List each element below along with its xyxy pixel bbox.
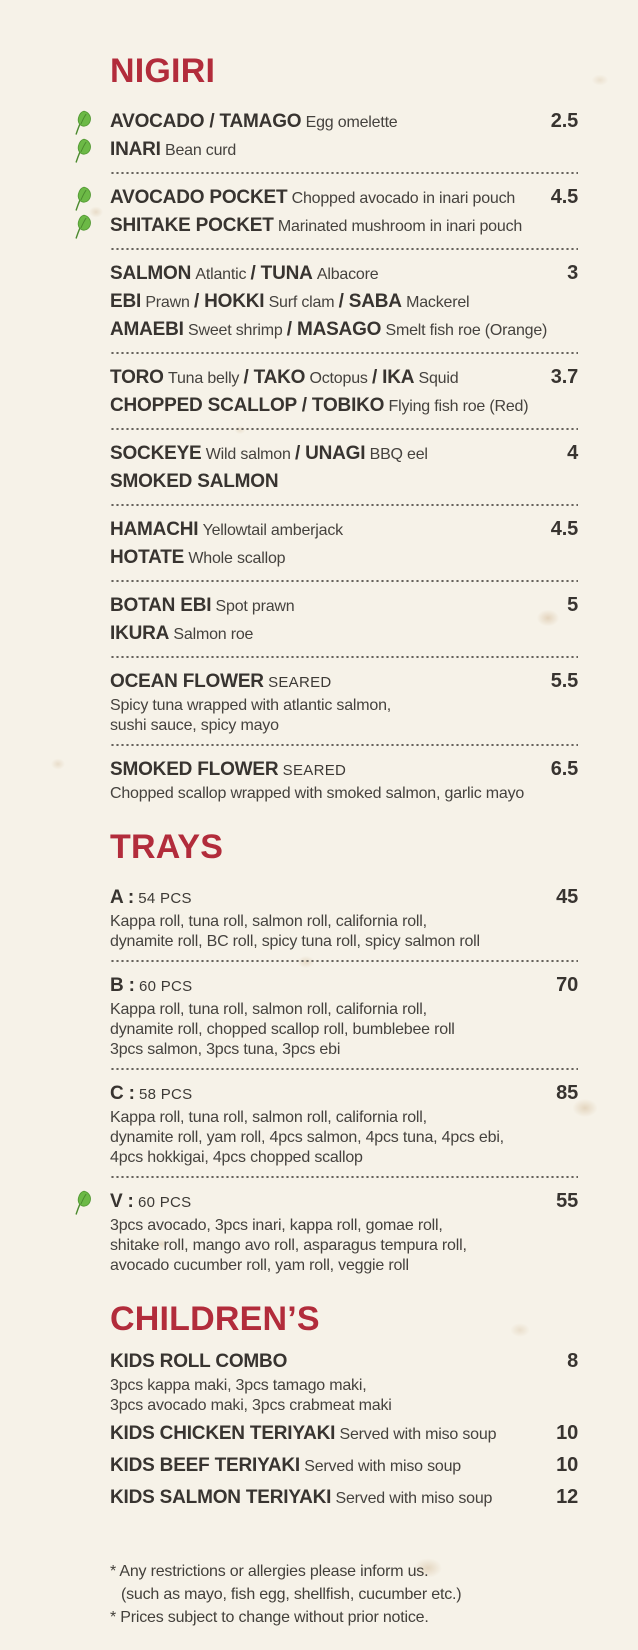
item-text [110, 1237, 467, 1254]
item-text [110, 1452, 546, 1480]
item-text-segment: EBI [110, 291, 142, 312]
item-text [110, 913, 427, 930]
item-text [110, 516, 541, 544]
item-text-segment: / UNAGI [294, 443, 366, 464]
item-text [110, 592, 557, 620]
menu-group [110, 746, 578, 812]
menu-group [110, 1482, 578, 1514]
item-text-segment: / IKA [371, 367, 415, 388]
menu-item-row [110, 1188, 578, 1216]
item-text-segment: dynamite roll, chopped scallop roll, bumblebee roll [110, 1021, 455, 1038]
item-text [110, 785, 524, 802]
item-text-segment: 3pcs avocado maki, 3pcs crabmeat maki [110, 1397, 392, 1414]
item-text-segment: AMAEBI [110, 319, 184, 340]
menu-item-row [110, 592, 578, 620]
leaf-icon [73, 1190, 93, 1215]
item-text [110, 697, 391, 714]
item-text-segment: HOTATE [110, 547, 185, 568]
menu-item-row [110, 884, 578, 912]
section-title: TRAYS [110, 828, 224, 866]
menu-group [110, 1418, 578, 1450]
item-text-segment: BBQ eel [369, 446, 428, 463]
item-text-segment: avocado cucumber roll, yam roll, veggie roll [110, 1257, 409, 1274]
item-text-segment: Squid [418, 370, 459, 387]
item-text [110, 1257, 409, 1274]
menu-group [110, 582, 578, 656]
item-text-segment: SMOKED FLOWER [110, 759, 279, 780]
item-text-segment: Chopped avocado in inari pouch [291, 190, 516, 207]
item-text-segment: C : [110, 1083, 135, 1104]
item-text [110, 1348, 557, 1376]
item-text-segment: 58 PCS [138, 1086, 193, 1103]
item-text [110, 1041, 340, 1058]
leaf-icon [73, 110, 93, 135]
item-text-segment: Served with miso soup [339, 1426, 497, 1443]
item-text [110, 364, 541, 392]
item-price: 85 [556, 1082, 578, 1104]
menu-item-description [110, 696, 578, 716]
item-text-segment: Prawn [145, 294, 190, 311]
item-text-segment: Sweet shrimp [188, 322, 283, 339]
item-text-segment: 60 PCS [137, 1194, 192, 1211]
item-text [110, 440, 557, 468]
menu-item-description [110, 932, 578, 952]
item-text [110, 972, 546, 1000]
item-text-segment: dynamite roll, yam roll, 4pcs salmon, 4pcs tuna, 4pcs ebi, [110, 1129, 504, 1146]
item-text-segment: Albacore [316, 266, 379, 283]
menu-group [110, 506, 578, 580]
menu-item-description [110, 1256, 578, 1276]
item-text-segment: 60 PCS [138, 978, 193, 995]
menu-section [110, 828, 578, 1284]
item-text [110, 136, 578, 164]
item-price: 8 [567, 1350, 578, 1372]
menu-item-row [110, 1484, 578, 1512]
menu-item-row [110, 316, 578, 344]
item-text-segment: / SABA [338, 291, 402, 312]
menu-item-description [110, 1128, 578, 1148]
item-text-segment: OCEAN FLOWER [110, 671, 264, 692]
item-text [110, 108, 541, 136]
menu-item-row [110, 392, 578, 420]
footnotes [110, 1560, 578, 1629]
menu-group [110, 1450, 578, 1482]
item-text-segment: 3pcs salmon, 3pcs tuna, 3pcs ebi [110, 1041, 341, 1058]
item-text-segment: V : [110, 1191, 134, 1212]
item-text-segment: / TUNA [250, 263, 313, 284]
item-price: 12 [556, 1486, 578, 1508]
item-price: 55 [556, 1190, 578, 1212]
item-text-segment: Spicy tuna wrapped with atlantic salmon, [110, 697, 392, 714]
menu-item-description [110, 1148, 578, 1168]
item-text-segment: SMOKED SALMON [110, 471, 279, 492]
item-text [110, 756, 541, 784]
menu-group [110, 1070, 578, 1176]
item-text-segment: Served with miso soup [335, 1490, 493, 1507]
item-text-segment: SEARED [282, 762, 347, 779]
footnote-line: * Any restrictions or allergies please inform us. [110, 1563, 429, 1580]
menu-section [110, 52, 578, 812]
item-price: 5 [567, 594, 578, 616]
item-text-segment: / TAKO [243, 367, 306, 388]
item-text-segment: Atlantic [195, 266, 247, 283]
section-title: NIGIRI [110, 52, 216, 90]
item-text-segment: HAMACHI [110, 519, 199, 540]
item-text-segment: Served with miso soup [304, 1458, 461, 1475]
menu-item-row [110, 1080, 578, 1108]
menu-item-row [110, 1452, 578, 1480]
item-text-segment: / MASAGO [286, 319, 382, 340]
item-text-segment: SOCKEYE [110, 443, 202, 464]
item-price: 4 [567, 442, 578, 464]
item-text [110, 717, 279, 734]
item-text-segment: Tuna belly [168, 370, 240, 387]
item-text-segment: Surf clam [268, 294, 335, 311]
item-price: 6.5 [550, 758, 578, 780]
item-text-segment: dynamite roll, BC roll, spicy tuna roll, spicy salmon roll [110, 933, 480, 950]
item-price: 4.5 [550, 186, 578, 208]
menu-item-row [110, 136, 578, 164]
menu-group [110, 250, 578, 352]
item-text [110, 1080, 546, 1108]
item-text-segment: 54 PCS [138, 890, 192, 907]
footnote-line: (such as mayo, fish egg, shellfish, cucumber etc.) [121, 1586, 462, 1603]
menu-item-description [110, 912, 578, 932]
menu-group [110, 354, 578, 428]
item-text-segment: Egg omelette [305, 114, 398, 131]
item-text-segment: Smelt fish roe (Orange) [385, 322, 548, 339]
item-text-segment: 3pcs kappa maki, 3pcs tamago maki, [110, 1377, 367, 1394]
menu-item-description [110, 1236, 578, 1256]
item-text-segment: CHOPPED SCALLOP / TOBIKO [110, 395, 385, 416]
item-text [110, 1001, 427, 1018]
item-text-segment: INARI [110, 139, 161, 160]
item-text [110, 1420, 546, 1448]
item-text-segment: TORO [110, 367, 164, 388]
item-price: 70 [556, 974, 578, 996]
item-text [110, 1149, 363, 1166]
item-text-segment: Yellowtail amberjack [202, 522, 343, 539]
item-text [110, 316, 578, 344]
item-text [110, 1021, 455, 1038]
item-price: 3 [567, 262, 578, 284]
item-text [110, 884, 546, 912]
menu-group [110, 430, 578, 504]
item-price: 10 [556, 1422, 578, 1444]
menu-section [110, 1300, 578, 1514]
item-text-segment: IKURA [110, 623, 170, 644]
menu-group [110, 874, 578, 960]
menu-item-description [110, 1020, 578, 1040]
item-text-segment: Salmon roe [173, 626, 254, 643]
menu-item-description [110, 1000, 578, 1020]
menu-item-description [110, 716, 578, 736]
item-text [110, 1377, 366, 1394]
section-title: CHILDREN’S [110, 1300, 320, 1338]
item-price: 5.5 [550, 670, 578, 692]
item-text-segment: SALMON [110, 263, 192, 284]
item-text-segment: Chopped scallop wrapped with smoked salmon, garlic mayo [110, 785, 525, 802]
menu-item-row [110, 108, 578, 136]
item-text [110, 1188, 546, 1216]
menu-item-row [110, 756, 578, 784]
item-text-segment: / HOKKI [193, 291, 265, 312]
item-text-segment: Kappa roll, tuna roll, salmon roll, california roll, [110, 1001, 427, 1018]
item-text [110, 468, 578, 496]
item-text [110, 668, 541, 696]
menu-item-row [110, 1420, 578, 1448]
item-text-segment: KIDS BEEF TERIYAKI [110, 1455, 300, 1476]
item-text-segment: B : [110, 975, 135, 996]
item-text [110, 260, 557, 288]
item-text-segment: 3pcs avocado, 3pcs inari, kappa roll, gomae roll, [110, 1217, 443, 1234]
menu-item-description [110, 1040, 578, 1060]
item-text [110, 1129, 504, 1146]
item-text-segment: SHITAKE POCKET [110, 215, 274, 236]
menu-item-row [110, 212, 578, 240]
menu-group [110, 1178, 578, 1284]
item-text [110, 392, 578, 420]
item-text [110, 1397, 392, 1414]
menu-item-row [110, 620, 578, 648]
item-text-segment: Flying fish roe (Red) [388, 398, 529, 415]
item-text [110, 212, 578, 240]
menu-root [110, 52, 578, 1514]
item-text-segment: AVOCADO POCKET [110, 187, 288, 208]
item-text-segment: Spot prawn [215, 598, 295, 615]
menu-item-description [110, 1376, 578, 1396]
menu-group [110, 962, 578, 1068]
item-text-segment: 4pcs hokkigai, 4pcs chopped scallop [110, 1149, 363, 1166]
leaf-icon [73, 138, 93, 163]
menu-item-row [110, 544, 578, 572]
item-text [110, 933, 480, 950]
item-text [110, 184, 541, 212]
item-text [110, 1484, 546, 1512]
item-text [110, 288, 578, 316]
menu-item-row [110, 260, 578, 288]
menu-item-description [110, 1216, 578, 1236]
item-text-segment: Kappa roll, tuna roll, salmon roll, california roll, [110, 1109, 427, 1126]
item-text-segment: sushi sauce, spicy mayo [110, 717, 279, 734]
leaf-icon [73, 186, 93, 211]
menu-item-row [110, 668, 578, 696]
footnote-line: * Prices subject to change without prior notice. [110, 1609, 429, 1626]
item-text-segment: Whole scallop [188, 550, 286, 567]
item-price: 10 [556, 1454, 578, 1476]
item-price: 45 [556, 886, 578, 908]
item-text-segment: SEARED [268, 674, 332, 691]
item-text-segment: Wild salmon [205, 446, 291, 463]
item-text-segment: BOTAN EBI [110, 595, 212, 616]
menu-group [110, 658, 578, 744]
menu-item-row [110, 972, 578, 1000]
menu-item-row [110, 288, 578, 316]
menu-item-row [110, 516, 578, 544]
item-text-segment: A : [110, 887, 135, 908]
item-text-segment: KIDS SALMON TERIYAKI [110, 1487, 332, 1508]
item-text-segment: Octopus [309, 370, 368, 387]
item-price: 3.7 [550, 366, 578, 388]
item-text-segment: Bean curd [164, 142, 237, 159]
item-price: 2.5 [550, 110, 578, 132]
menu-item-description [110, 784, 578, 804]
item-text-segment: Kappa roll, tuna roll, salmon roll, california roll, [110, 913, 427, 930]
item-text [110, 620, 578, 648]
menu-item-row [110, 468, 578, 496]
menu-item-description [110, 1396, 578, 1416]
item-text [110, 1109, 427, 1126]
menu-item-description [110, 1108, 578, 1128]
leaf-icon [73, 214, 93, 239]
item-text-segment: KIDS CHICKEN TERIYAKI [110, 1423, 336, 1444]
menu-item-row [110, 1348, 578, 1376]
item-price: 4.5 [550, 518, 578, 540]
item-text-segment: Marinated mushroom in inari pouch [277, 218, 523, 235]
item-text-segment: AVOCADO / TAMAGO [110, 111, 302, 132]
menu-item-row [110, 364, 578, 392]
item-text-segment: KIDS ROLL COMBO [110, 1351, 288, 1372]
item-text-segment: Mackerel [406, 294, 470, 311]
item-text [110, 544, 578, 572]
menu-group [110, 174, 578, 248]
item-text [110, 1217, 443, 1234]
menu-group [110, 1346, 578, 1418]
menu-group [110, 98, 578, 172]
menu-item-row [110, 184, 578, 212]
item-text-segment: shitake roll, mango avo roll, asparagus tempura roll, [110, 1237, 467, 1254]
menu-item-row [110, 440, 578, 468]
